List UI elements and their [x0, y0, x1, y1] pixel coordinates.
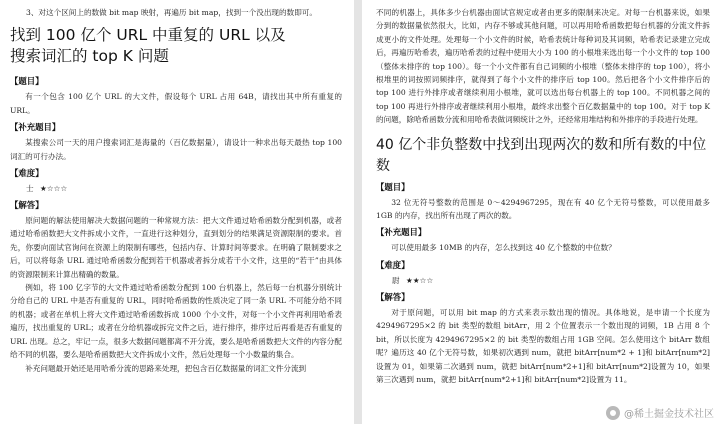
answer-paragraph-2: 例如，将 100 亿字节的大文件通过哈希函数分配到 100 台机器上，然后每一台机器分别统计分给自己的 URL 中是否有重复的 URL，同时哈希函数的性质决定了同一条 URL 不可能分给不同的机器；或者在单机上将大文件通过哈希函数拆成 1000 个小文件，对每一个小文件再利用哈希表遍历，找出重复的 URL；或者在分给机器或拆完文件之后，进行排序，排序过后再看是否有重复的 URL 出现。总之，牢记一点，很多大数据问题都离不开分流，要么是哈希函数把大文件的内容分配给不同的机器，要么是哈希函数把大文件拆成小文件，然后处理每一个小数量的集合。: [10, 283, 342, 360]
difficulty-heading-2: 【难度】: [376, 259, 410, 270]
section-title: [10, 25, 342, 67]
section-title-line1: 找到 100 亿个 URL 中重复的 URL 以及: [10, 26, 286, 45]
right-page: [362, 0, 720, 424]
juejin-logo-icon: [606, 406, 620, 420]
supp-text: 某搜索公司一天的用户搜索词汇是海量的（百亿数据量），请设计一种求出每天最热 top 100 词汇的可行办法。: [10, 138, 342, 161]
section-title-2: 40 亿个非负整数中找到出现两次的数和所有数的中位数: [376, 136, 707, 174]
answer-text-2: 对于原问题，可以用 bit map 的方式来表示数出现的情况。具体地说，是申请一个长度为 4294967295×2 的 bit 类型的数组 bitArr，用 2 个位置表示一个数出现的词频，1B 占用 8 个 bit，所以长度为 4294967295×2 的 bit 类型的数组占用 1GB 空间。怎么使用这个 bitArr 数组呢？遍历这 40 亿个无符号数，如果初次遇到 num，就把 bitArr[num*2 + 1]和 bitArr[num*2]设置为 01，如果第二次遇到 num，就把 bitArr[num*2+1]和 bitArr[num*2]设置为 10，如果第三次遇到 num，就把 bitArr[num*2+1]和 bitArr[num*2]设置为 11。: [376, 307, 710, 384]
page-gutter: [354, 0, 362, 424]
topic-heading-2: 【题目】: [376, 181, 410, 192]
watermark: [606, 405, 714, 420]
topic-text: 有一个包含 100 亿个 URL 的大文件，假设每个 URL 占用 64B，请找出其中所有重复的 URL。: [10, 92, 342, 115]
answer-heading-2: 【解答】: [376, 291, 410, 302]
supp-heading: 【补充题目】: [10, 122, 61, 133]
difficulty-rating-2: [376, 274, 710, 287]
difficulty-rating: [10, 182, 342, 195]
intro-line: 3、对这个区间上的数做 bit map 映射，再遍历 bit map，找到一个没出现的数即可。: [26, 8, 317, 17]
difficulty-level-2: 尉: [392, 275, 400, 285]
difficulty-stars: ★☆☆☆: [40, 184, 68, 194]
section-title-line2: 搜索词汇的 top K 问题: [10, 47, 169, 66]
topic-heading: 【题目】: [10, 76, 44, 87]
supp-text-2: 可以使用最多 10MB 的内存，怎么找到这 40 亿个整数的中位数？: [391, 243, 616, 253]
difficulty-level: 士: [26, 184, 34, 194]
difficulty-heading: 【难度】: [10, 168, 44, 179]
continued-text: 不同的机器上，具体多少台机器由面试官规定或者由更多的限制来决定。对每一台机器来说，如果分到的数据量依然很大，比如，内存不够或其他问题，可以再用哈希函数把每台机器的分流文件拆成更小的文件处理。处理每一个小文件的时候，哈希表统计每种词及其词频，哈希表记录建立完成后，再遍历哈希表，遍历哈希表的过程中使用大小为 100 的小根堆来选出每一个小文件的 top 100（整体未排序的 top 100）。每一个小文件都有自己词频的小根堆（整体未排序的 top 100），将小根堆里的词按照词频排序，就得到了每个小文件的排序后 top 100。然后把各个小文件排序后的 top 100 进行外排序或者继续利用小根堆，就可以选出每台机器上的 top 100。不同机器之间的 top 100 再进行外排序或者继续利用小根堆，最终求出整个百亿数据量中的 top 100。对于 top K 的问题，除哈希函数分流和用哈希表做词频统计之外，还经常用堆结构和外排序的手段进行处理。: [376, 8, 710, 125]
answer-paragraph-1: 原问题的解法使用解决大数据问题的一种常规方法：把大文件通过哈希函数分配到机器，或者通过哈希函数把大文件拆成小文件，一直进行这种划分，直到划分的结果满足资源限制的要求。首先，你要向面试官询问在资源上的限制有哪些，包括内存、计算时间等要求。在明确了限制要求之后，可以将每条 URL 通过哈希函数分配到若干机器或者拆分成若干小文件，这里的“若干”由具体的资源限制来计算出精确的数量。: [10, 216, 342, 279]
watermark-text: @稀土掘金技术社区: [624, 409, 714, 420]
answer-paragraph-3: 补充问题最开始还是用哈希分流的思路来处理，把包含百亿数据量的词汇文件分流到: [25, 363, 307, 373]
answer-heading: 【解答】: [10, 200, 44, 211]
difficulty-stars-2: ★★☆☆: [406, 275, 434, 285]
supp-heading-2: 【补充题目】: [376, 227, 427, 238]
topic-text-2: 32 位无符号整数的范围是 0～4294967295，现在有 40 亿个无符号整数，可以使用最多 1GB 的内存，找出所有出现了两次的数。: [376, 197, 710, 221]
left-page: [0, 0, 354, 424]
